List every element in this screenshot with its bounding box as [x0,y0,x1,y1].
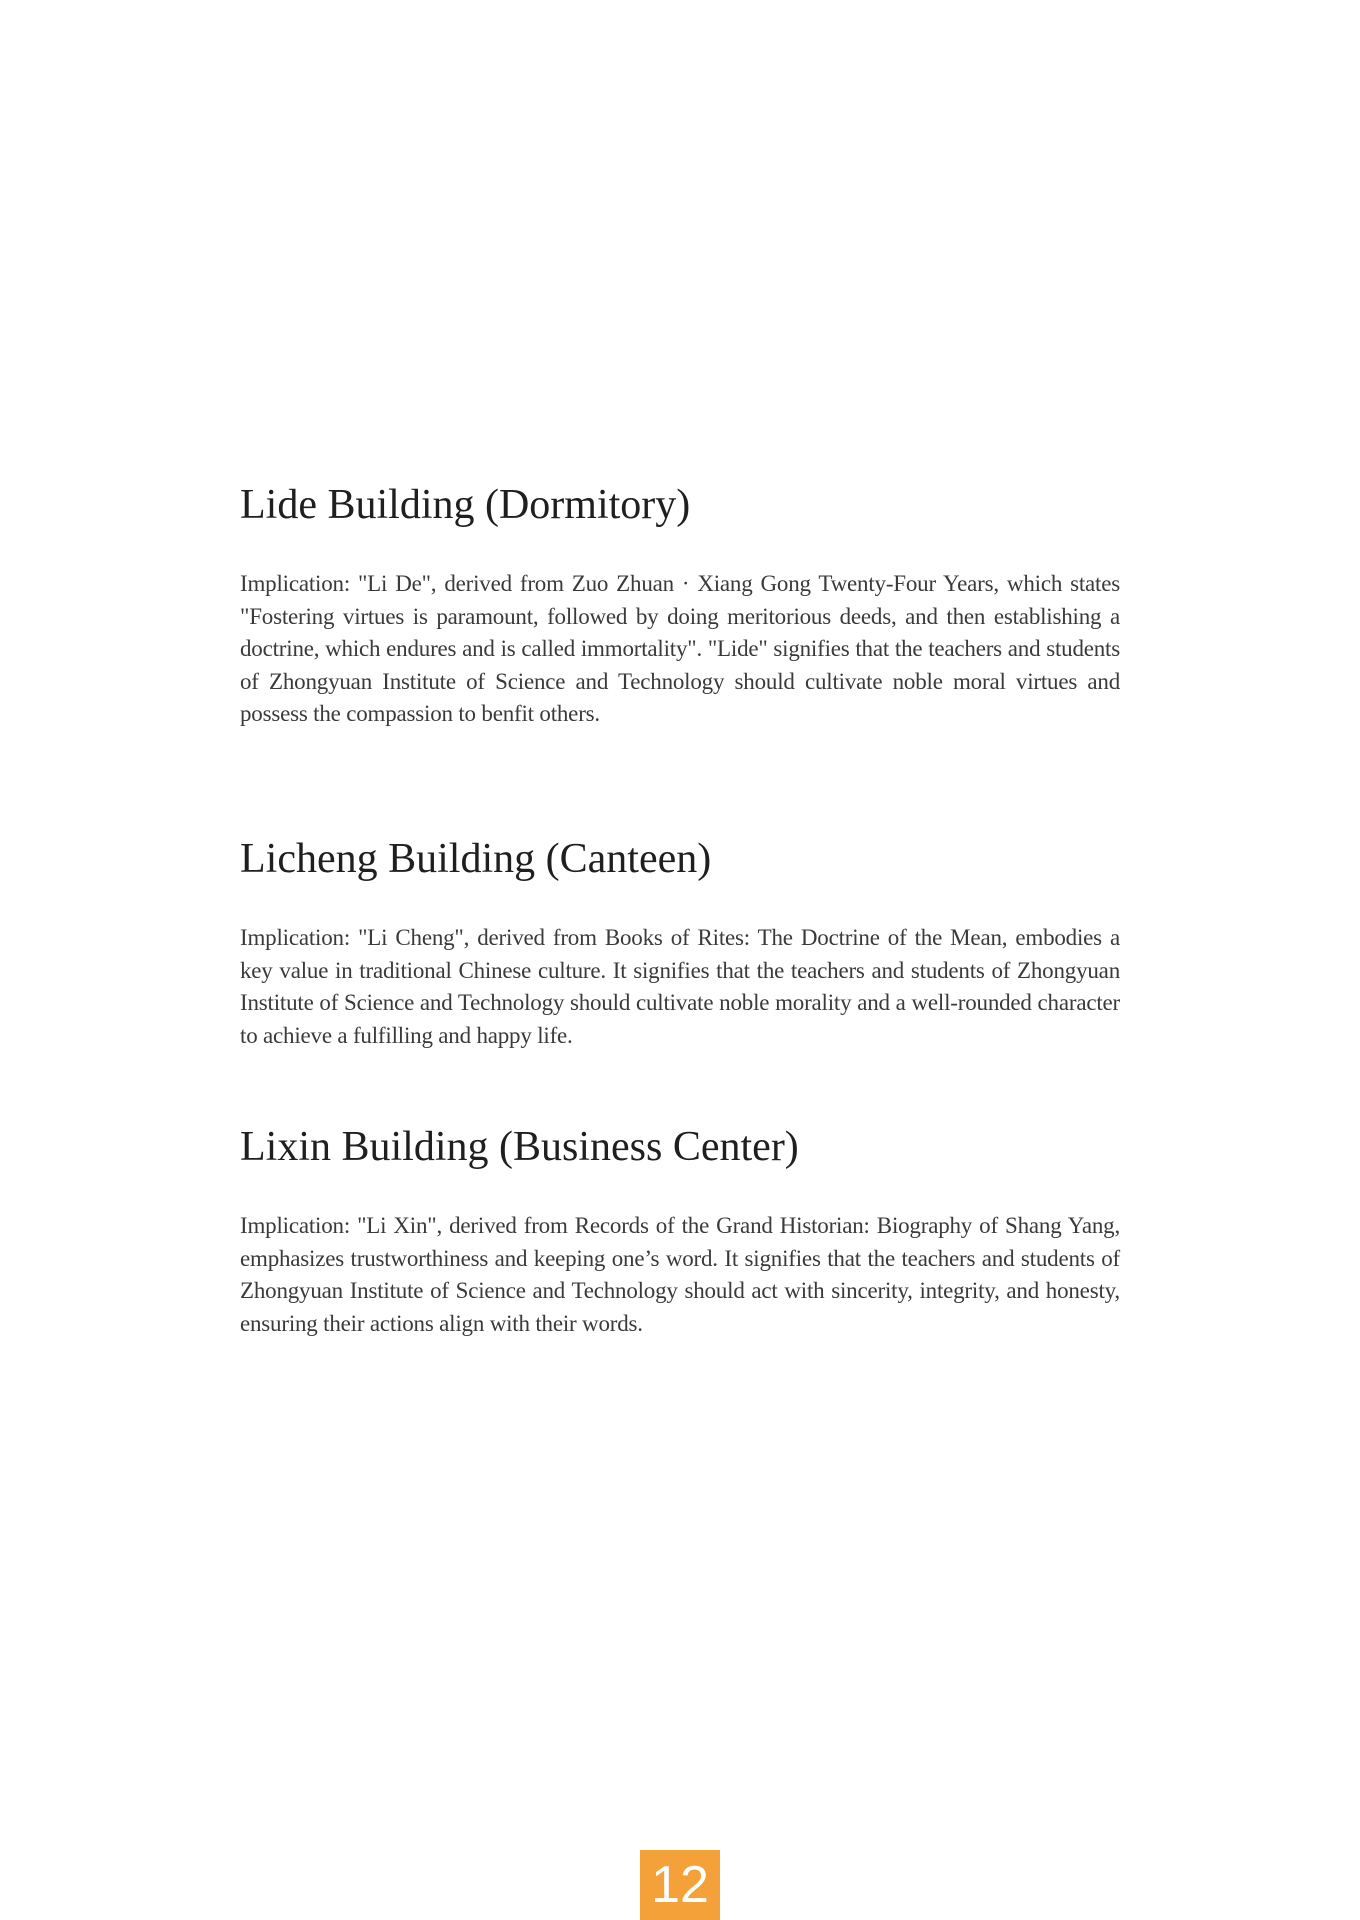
page-number-badge: 12 [640,1850,720,1920]
section-heading: Licheng Building (Canteen) [240,836,712,882]
section-body: Implication: "Li Xin", derived from Records of the Grand Historian: Biography of Shang Yang, emphasizes trustworthiness and keeping one’s word. It signifies that the teachers and students of Zhongyuan Institute of Science and Technology should act with sincerity, integrity, and honesty, ensuring their actions align with their words. [240,1213,1120,1336]
section-heading: Lixin Building (Business Center) [240,1124,799,1170]
section-body: Implication: "Li Cheng", derived from Books of Rites: The Doctrine of the Mean, embodies a key value in traditional Chinese culture. It signifies that the teachers and students of Zhongyuan Institute of Science and Technology should cultivate noble morality and a well-rounded character to achieve a fulfilling and happy life. [240,925,1120,1048]
section-licheng-building [240,834,1120,1052]
section-body: Implication: "Li De", derived from Zuo Zhuan · Xiang Gong Twenty-Four Years, which states "Fostering virtues is paramount, followed by doing meritorious deeds, and then establishing a doctrine, which endures and is called immortality". "Lide" signifies that the teachers and students of Zhongyuan Institute of Science and Technology should cultivate noble moral virtues and possess the compassion to benfit others. [240,571,1120,727]
section-lide-building [240,480,1120,731]
section-heading: Lide Building (Dormitory) [240,482,691,528]
section-lixin-building [240,1122,1120,1340]
